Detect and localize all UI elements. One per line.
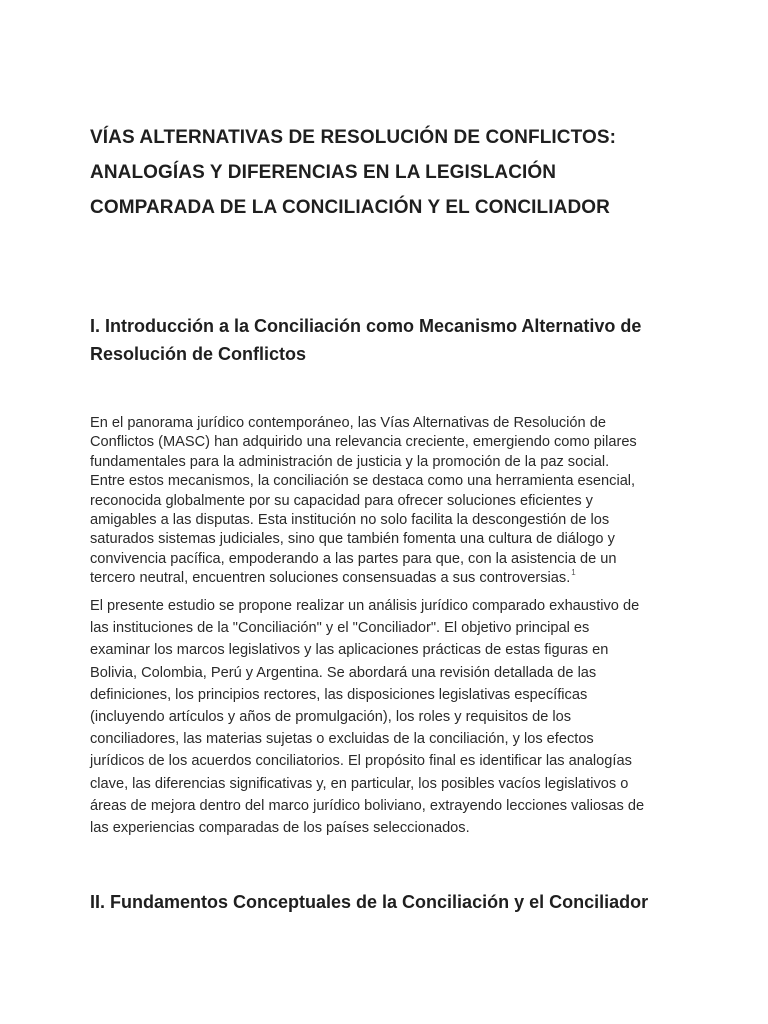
paragraph-line: Conflictos (MASC) han adquirido una relevancia creciente, emergiendo como pilares bbox=[90, 434, 637, 451]
paragraph-line: jurídicos de los acuerdos conciliatorios. El propósito final es identificar las analogías bbox=[90, 753, 632, 770]
paragraph-introduction bbox=[90, 414, 637, 589]
paragraph-line: las experiencias comparadas de los países seleccionados. bbox=[90, 820, 470, 837]
document-title bbox=[90, 120, 690, 225]
paragraph-line-text: tercero neutral, encuentren soluciones consensuadas a sus controversias. bbox=[90, 570, 571, 587]
paragraph-line: examinar los marcos legislativos y las aplicaciones prácticas de estas figuras en bbox=[90, 642, 609, 659]
paragraph-line: saturados sistemas judiciales, sino que también fomenta una cultura de diálogo y bbox=[90, 531, 615, 548]
footnote-marker[interactable]: 1 bbox=[571, 568, 576, 578]
document-title-line: COMPARADA DE LA CONCILIACIÓN Y EL CONCILIADOR bbox=[90, 197, 610, 218]
section-heading-line: I. Introducción a la Conciliación como Mecanismo Alternativo de bbox=[90, 316, 642, 336]
paragraph-line: fundamentales para la administración de justicia y la promoción de la paz social. bbox=[90, 453, 610, 470]
paragraph-line: convivencia pacífica, empoderando a las partes para que, con la asistencia de un bbox=[90, 550, 617, 567]
document-title-line: ANALOGÍAS Y DIFERENCIAS EN LA LEGISLACIÓN bbox=[90, 162, 557, 183]
paragraph-line-last bbox=[90, 569, 637, 588]
paragraph-line: Entre estos mecanismos, la conciliación se destaca como una herramienta esencial, bbox=[90, 473, 636, 490]
document-title-line: VÍAS ALTERNATIVAS DE RESOLUCIÓN DE CONFLICTOS: bbox=[90, 127, 617, 148]
paragraph-line: El presente estudio se propone realizar un análisis jurídico comparado exhaustivo de bbox=[90, 598, 640, 614]
paragraph-line: reconocida globalmente por su capacidad para ofrecer soluciones eficientes y bbox=[90, 492, 593, 509]
paragraph-study-objective bbox=[90, 595, 644, 839]
paragraph-line: áreas de mejora dentro del marco jurídico boliviano, extrayendo lecciones valiosas de bbox=[90, 797, 645, 814]
section-heading-introduction bbox=[90, 312, 641, 368]
paragraph-line: las instituciones de la "Conciliación" y el "Conciliador". El objetivo principal es bbox=[90, 620, 590, 637]
paragraph-line: Bolivia, Colombia, Perú y Argentina. Se abordará una revisión detallada de las bbox=[90, 664, 597, 681]
section-heading-line: Resolución de Conflictos bbox=[90, 344, 307, 364]
section-heading-conceptual-foundations: II. Fundamentos Conceptuales de la Conciliación y el Conciliador bbox=[90, 892, 649, 912]
paragraph-line: (incluyendo artículos y años de promulgación), los roles y requisitos de los bbox=[90, 709, 572, 726]
paragraph-line: En el panorama jurídico contemporáneo, las Vías Alternativas de Resolución de bbox=[90, 415, 606, 431]
paragraph-line: amigables a las disputas. Esta institución no solo facilita la descongestión de los bbox=[90, 512, 610, 529]
paragraph-line: conciliadores, las materias sujetas o excluidas de la conciliación, y los efectos bbox=[90, 731, 594, 748]
paragraph-line: definiciones, los principios rectores, las disposiciones legislativas específicas bbox=[90, 686, 588, 703]
paragraph-line: clave, las diferencias significativas y, en particular, los posibles vacíos legislativos o bbox=[90, 775, 629, 792]
